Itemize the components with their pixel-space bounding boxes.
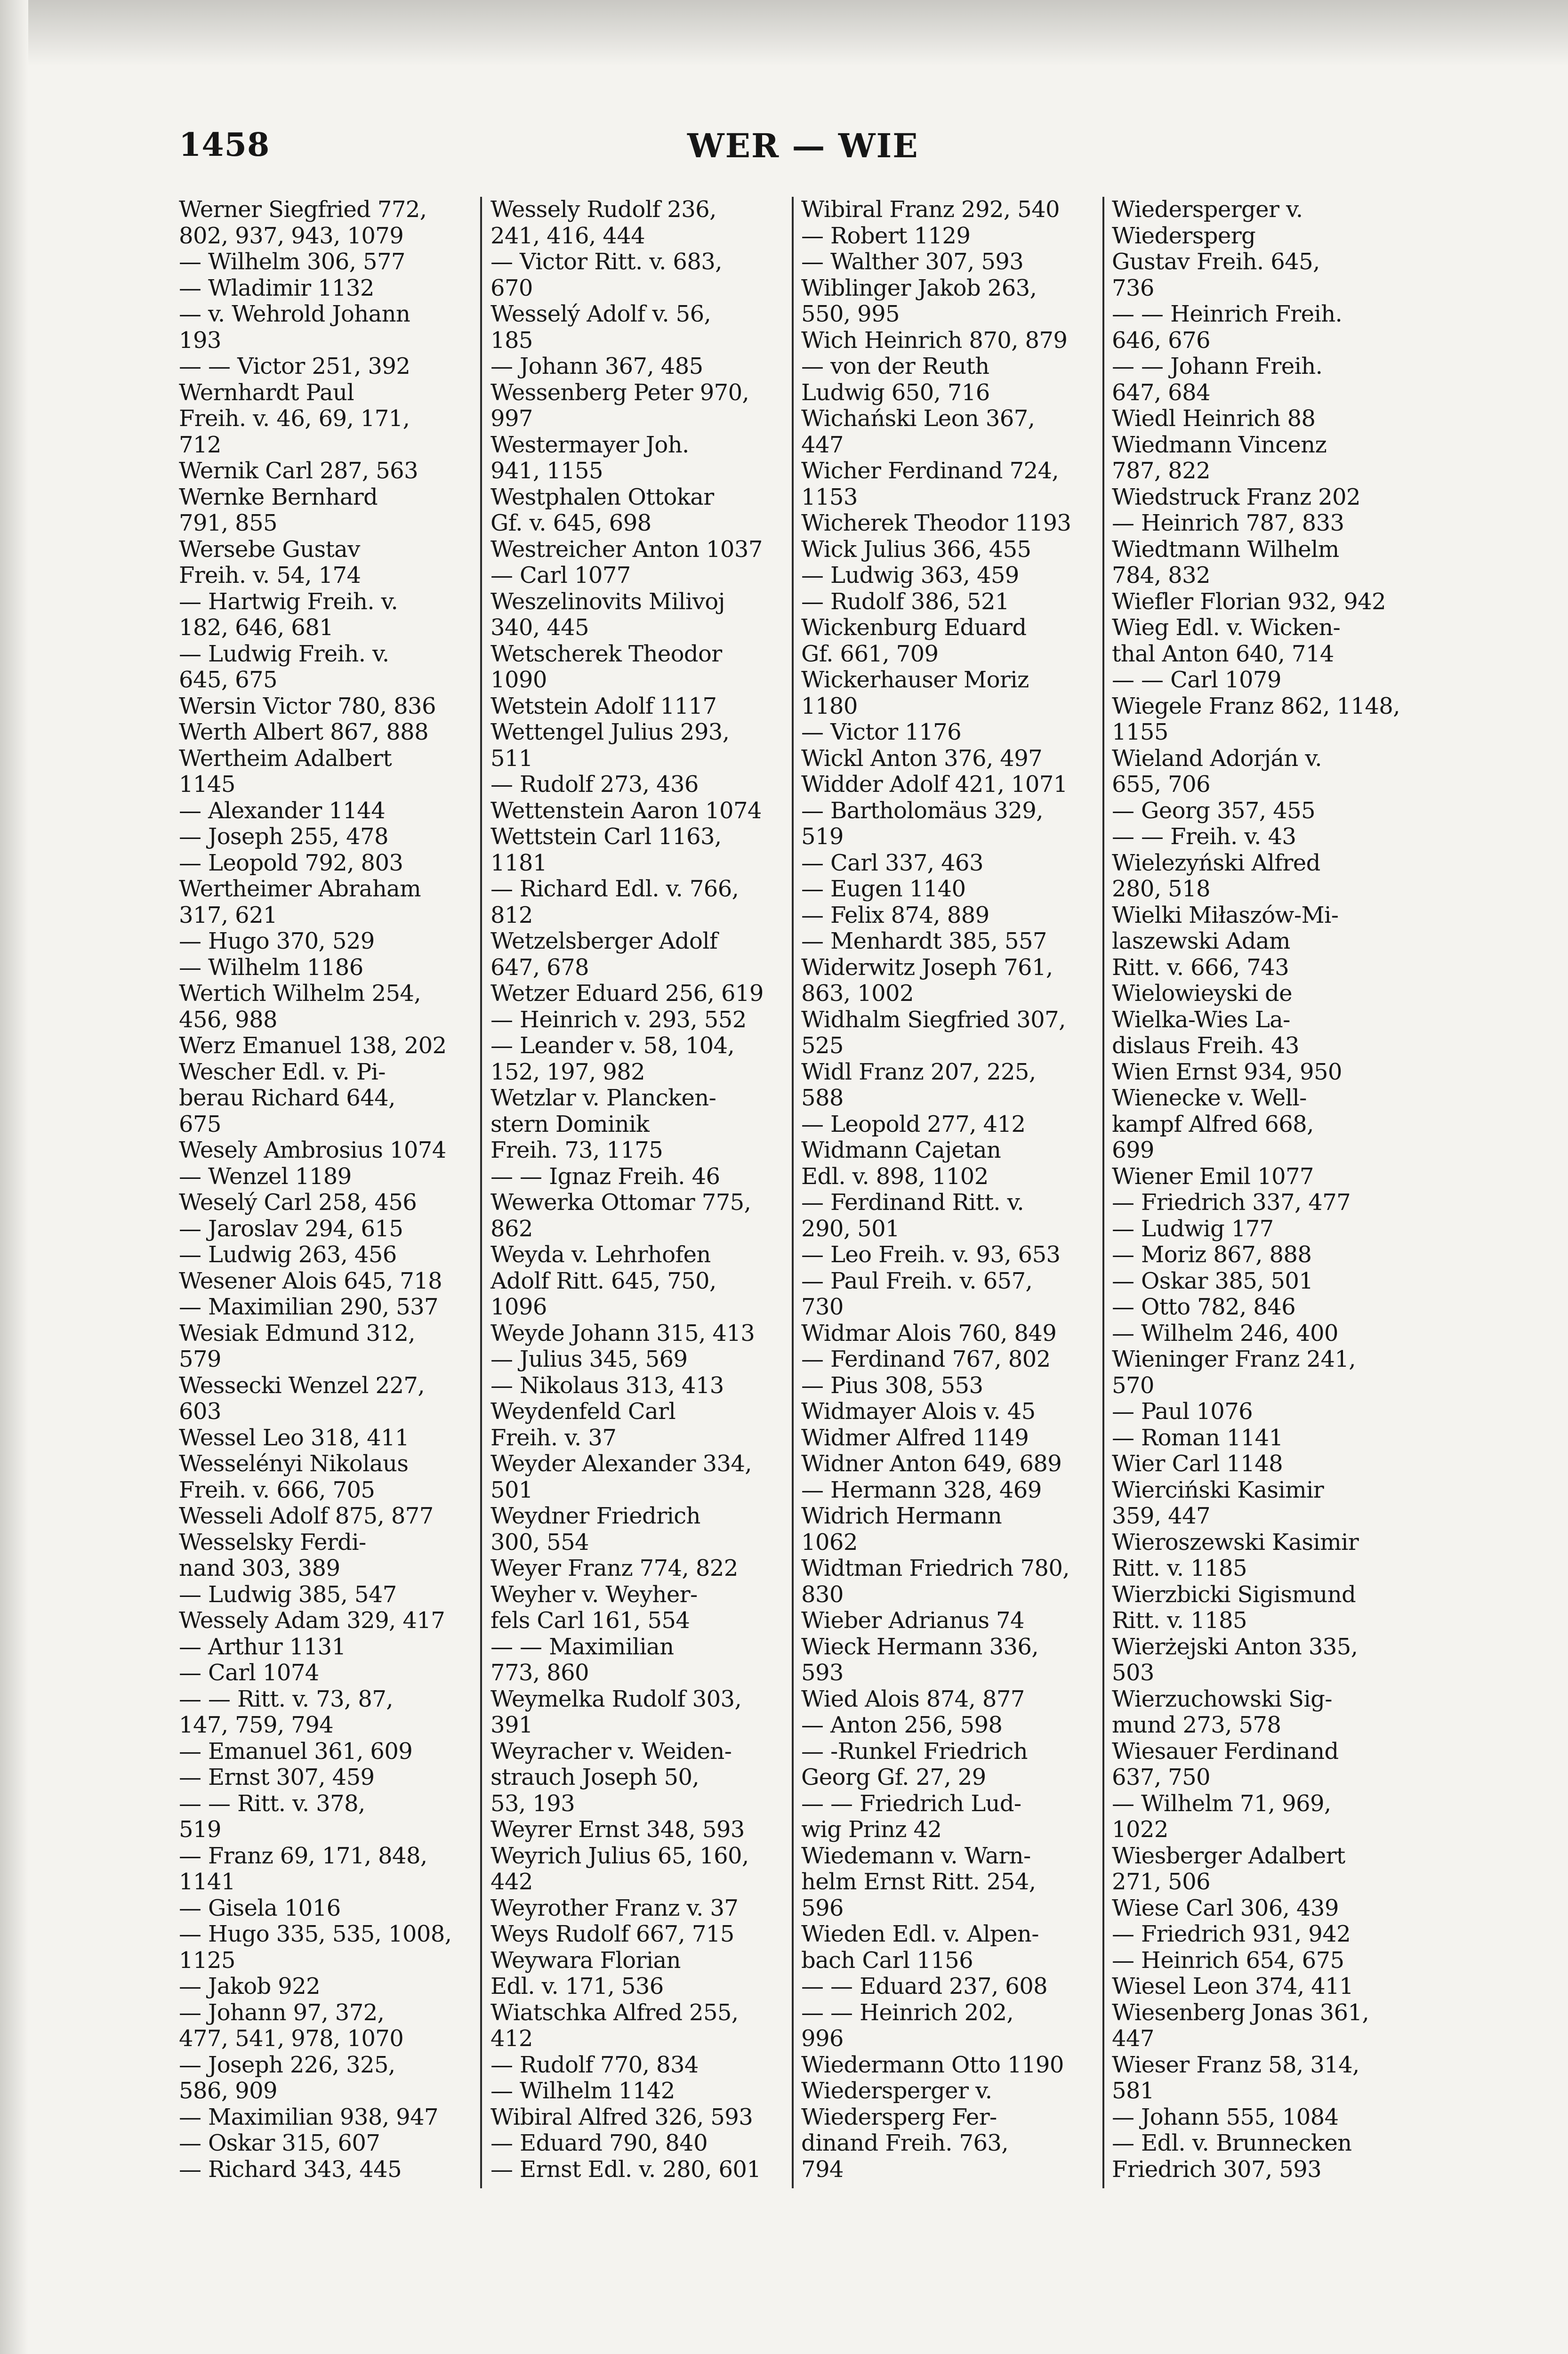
- index-entry: — Ludwig Freih. v. 645, 675: [179, 640, 389, 693]
- index-entry: — Joseph 226, 325, 586, 909: [179, 2051, 395, 2104]
- index-entry: Wiatschka Alfred 255, 412: [491, 1999, 739, 2052]
- index-entry: Wertheim Adalbert 1145: [179, 745, 392, 798]
- index-entry: Weyrother Franz v. 37: [491, 1894, 739, 1921]
- index-entry: — Moriz 867, 888: [1112, 1241, 1312, 1268]
- index-entry: — — Heinrich Freih. 646, 676: [1112, 301, 1343, 354]
- index-entry: — Friedrich 931, 942: [1112, 1921, 1351, 1947]
- index-entry: — Rudolf 770, 834: [491, 2051, 699, 2078]
- index-entry: Wiegele Franz 862, 1148, 1155: [1112, 693, 1400, 745]
- index-entry: — Hugo 335, 535, 1008, 1125: [179, 1921, 452, 1974]
- index-entry: — Heinrich v. 293, 552: [491, 1006, 747, 1033]
- index-entry: Wieg Edl. v. Wicken- thal Anton 640, 714: [1112, 614, 1341, 667]
- index-entry: Widrich Hermann 1062: [801, 1503, 1002, 1556]
- index-entry: Wewerka Ottomar 775, 862: [491, 1189, 751, 1242]
- index-entry: Westphalen Ottokar Gf. v. 645, 698: [491, 484, 714, 536]
- index-entry: — Leo Freih. v. 93, 653: [801, 1241, 1061, 1268]
- column-divider-3: [1102, 197, 1104, 2188]
- index-entry: — Hugo 370, 529: [179, 928, 375, 954]
- index-entry: — Wilhelm 246, 400: [1112, 1320, 1338, 1346]
- index-entry: Wickenburg Eduard Gf. 661, 709: [801, 614, 1027, 667]
- index-entry: Wiedermann Otto 1190: [801, 2051, 1064, 2078]
- index-entry: Widhalm Siegfried 307, 525: [801, 1006, 1066, 1059]
- index-entry: Werth Albert 867, 888: [179, 719, 429, 745]
- index-entry: — — Friedrich Lud- wig Prinz 42: [801, 1790, 1021, 1843]
- index-entry: Wick Julius 366, 455: [801, 536, 1031, 563]
- index-entry: Widmayer Alois v. 45: [801, 1398, 1036, 1425]
- page-number: 1458: [179, 126, 270, 164]
- index-entry: — — Eduard 237, 608: [801, 1973, 1048, 1999]
- index-entry: — — Ignaz Freih. 46: [491, 1163, 720, 1190]
- index-entry: Wienecke v. Well- kampf Alfred 668, 699: [1112, 1085, 1314, 1163]
- index-entry: — — Ritt. v. 378, 519: [179, 1790, 365, 1843]
- index-entry: Wiedstruck Franz 202: [1112, 484, 1360, 510]
- index-entry: — Leopold 277, 412: [801, 1111, 1026, 1137]
- index-entry: Wickerhauser Moriz 1180: [801, 667, 1029, 719]
- index-entry: Wicherek Theodor 1193: [801, 510, 1071, 536]
- index-entry: — Carl 1074: [179, 1660, 319, 1686]
- index-entry: Wessely Rudolf 236, 241, 416, 444: [491, 196, 716, 249]
- index-entry: Widtman Friedrich 780, 830: [801, 1555, 1069, 1608]
- index-entry: Wiedemann v. Warn- helm Ernst Ritt. 254, 596: [801, 1842, 1036, 1921]
- index-entry: — Ernst 307, 459: [179, 1764, 375, 1790]
- index-entry: — Franz 69, 171, 848, 1141: [179, 1842, 427, 1895]
- column-divider-1: [480, 197, 482, 2188]
- index-entry: Wieser Franz 58, 314, 581: [1112, 2051, 1359, 2104]
- index-entry: Weyracher v. Weiden- strauch Joseph 50, 53, 193: [491, 1738, 732, 1817]
- index-entry: — Hartwig Freih. v. 182, 646, 681: [179, 588, 398, 641]
- index-entry: — Wilhelm 1186: [179, 954, 363, 981]
- index-entry: Werz Emanuel 138, 202: [179, 1032, 447, 1059]
- index-entry: Widl Franz 207, 225, 588: [801, 1058, 1036, 1111]
- index-entry: — Wladimir 1132: [179, 274, 374, 301]
- index-entry: — — Carl 1079: [1112, 667, 1281, 693]
- index-entry: Wierciński Kasimir 359, 447: [1112, 1476, 1324, 1529]
- index-entry: Wicher Ferdinand 724, 1153: [801, 458, 1059, 510]
- index-entry: — — Ritt. v. 73, 87, 147, 759, 794: [179, 1685, 393, 1738]
- index-entry: Wesiak Edmund 312, 579: [179, 1320, 415, 1372]
- index-entry: Wiener Emil 1077: [1112, 1163, 1314, 1190]
- index-entry: Weselý Carl 258, 456: [179, 1189, 417, 1216]
- index-entry: — Carl 1077: [491, 562, 631, 588]
- index-entry: Wien Ernst 934, 950: [1112, 1058, 1342, 1085]
- index-entry: Wettenstein Aaron 1074: [491, 797, 762, 824]
- index-entry: Wettstein Carl 1163, 1181: [491, 823, 722, 876]
- index-entry: Wiedersperger v. Wiedersperg Gustav Freih. 645, 736: [1112, 196, 1320, 301]
- index-entry: — Menhardt 385, 557: [801, 928, 1047, 954]
- index-entry: — Leopold 792, 803: [179, 849, 403, 876]
- index-entry: — Eduard 790, 840: [491, 2130, 708, 2156]
- index-entry: — Eugen 1140: [801, 876, 966, 902]
- index-entry: Widder Adolf 421, 1071: [801, 771, 1068, 798]
- index-entry: Westermayer Joh. 941, 1155: [491, 431, 689, 484]
- index-entry: Wiesel Leon 374, 411: [1112, 1973, 1354, 1999]
- index-entry: Wessely Adam 329, 417: [179, 1607, 445, 1634]
- index-entry: — Oskar 315, 607: [179, 2130, 380, 2156]
- index-entry: — — Heinrich 202, 996: [801, 1999, 1014, 2052]
- index-entry: Wiefler Florian 932, 942: [1112, 588, 1386, 615]
- index-entry: Wieninger Franz 241, 570: [1112, 1346, 1356, 1399]
- index-entry: Wieden Edl. v. Alpen- bach Carl 1156: [801, 1921, 1039, 1974]
- index-entry: Wersebe Gustav Freih. v. 54, 174: [179, 536, 361, 588]
- index-entry: Wiblinger Jakob 263, 550, 995: [801, 274, 1037, 327]
- index-entry: Werner Siegfried 772, 802, 937, 943, 1079: [179, 196, 427, 249]
- index-entry: — Pius 308, 553: [801, 1372, 983, 1399]
- index-entry: — Julius 345, 569: [491, 1346, 688, 1372]
- index-entry: Weyder Alexander 334, 501: [491, 1451, 752, 1503]
- index-entry: Wiedersperger v. Wiedersperg Fer- dinand Freih. 763, 794: [801, 2078, 1009, 2183]
- index-entry: Wessecki Wenzel 227, 603: [179, 1372, 425, 1425]
- index-entry: Wesener Alois 645, 718: [179, 1267, 442, 1294]
- index-entry: Wielki Miłaszów-Mi- laszewski Adam Ritt. v. 666, 743: [1112, 902, 1339, 981]
- index-entry: Wieland Adorján v. 655, 706: [1112, 745, 1322, 798]
- index-entry: — Leander v. 58, 104, 152, 197, 982: [491, 1032, 735, 1085]
- index-entry: — — Freih. v. 43: [1112, 823, 1296, 850]
- index-entry: Wiesberger Adalbert 271, 506: [1112, 1842, 1345, 1895]
- index-entry: — Anton 256, 598: [801, 1712, 1003, 1738]
- index-entry: Wiedl Heinrich 88: [1112, 405, 1316, 432]
- index-entry: — Wilhelm 1142: [491, 2078, 675, 2104]
- index-entry: Widner Anton 649, 689: [801, 1451, 1062, 1477]
- index-entry: Weyrich Julius 65, 160, 442: [491, 1842, 749, 1895]
- index-entry: — Edl. v. Brunnecken Friedrich 307, 593: [1112, 2130, 1352, 2183]
- index-entry: Wesely Ambrosius 1074: [179, 1137, 446, 1163]
- column-divider-2: [792, 197, 794, 2188]
- index-entry: Widmann Cajetan Edl. v. 898, 1102: [801, 1137, 1001, 1190]
- index-entry: — Richard 343, 445: [179, 2156, 402, 2183]
- index-column-1: [179, 197, 480, 2344]
- index-entry: — Johann 97, 372, 477, 541, 978, 1070: [179, 1999, 404, 2052]
- index-entry: — Arthur 1131: [179, 1633, 346, 1660]
- index-entry: — Robert 1129: [801, 222, 971, 249]
- index-column-3: [801, 197, 1102, 2344]
- index-entry: Wettengel Julius 293, 511: [491, 719, 730, 772]
- index-entry: Widerwitz Joseph 761, 863, 1002: [801, 954, 1053, 1007]
- index-entry: — v. Wehrold Johann 193: [179, 301, 410, 354]
- index-entry: — Alexander 1144: [179, 797, 386, 824]
- index-entry: — Jakob 922: [179, 1973, 321, 1999]
- index-entry: Wierzuchowski Sig- mund 273, 578: [1112, 1685, 1332, 1738]
- index-entry: Weydenfeld Carl Freih. v. 37: [491, 1398, 676, 1451]
- page-title: WER — WIE: [687, 126, 919, 165]
- index-entry: — — Victor 251, 392: [179, 353, 410, 379]
- index-entry: Wetstein Adolf 1117: [491, 693, 717, 719]
- index-entry: Wernik Carl 287, 563: [179, 458, 418, 484]
- index-entry: Wich Heinrich 870, 879: [801, 327, 1068, 354]
- index-entry: — Heinrich 654, 675: [1112, 1947, 1344, 1974]
- index-entry: — von der Reuth Ludwig 650, 716: [801, 353, 990, 406]
- index-entry: Wier Carl 1148: [1112, 1451, 1283, 1477]
- index-entry: Weyrer Ernst 348, 593: [491, 1816, 745, 1843]
- scan-left-shadow: [0, 0, 28, 2354]
- index-entry: — Victor 1176: [801, 719, 962, 745]
- index-entry: — Richard Edl. v. 766, 812: [491, 876, 739, 928]
- index-entry: Wibiral Franz 292, 540: [801, 196, 1060, 223]
- index-entry: — Ludwig 363, 459: [801, 562, 1019, 588]
- index-entry: — Hermann 328, 469: [801, 1476, 1042, 1503]
- index-entry: — Johann 555, 1084: [1112, 2104, 1339, 2130]
- index-entry: Wetzelsberger Adolf 647, 678: [491, 928, 718, 981]
- scan-edge-shadow: [0, 0, 1568, 66]
- index-entry: Wieber Adrianus 74: [801, 1607, 1024, 1634]
- index-entry: Wieroszewski Kasimir Ritt. v. 1185: [1112, 1529, 1359, 1581]
- index-entry: Wiesauer Ferdinand 637, 750: [1112, 1738, 1339, 1790]
- index-entry: Wesselényi Nikolaus Freih. v. 666, 705: [179, 1451, 409, 1503]
- index-entry: — Paul Freih. v. 657, 730: [801, 1267, 1033, 1320]
- index-entry: Weymelka Rudolf 303, 391: [491, 1685, 742, 1738]
- index-entry: — Wenzel 1189: [179, 1163, 352, 1190]
- index-entry: Wessenberg Peter 970, 997: [491, 379, 749, 432]
- index-entry: Wetzlar v. Plancken- stern Dominik Freih. 73, 1175: [491, 1085, 716, 1163]
- index-entry: — Rudolf 386, 521: [801, 588, 1009, 615]
- index-entry: — Bartholomäus 329, 519: [801, 797, 1043, 850]
- index-entry: Weyda v. Lehrhofen Adolf Ritt. 645, 750, 1096: [491, 1241, 716, 1320]
- index-entry: — Paul 1076: [1112, 1398, 1253, 1425]
- index-entry: Wetzer Eduard 256, 619: [491, 980, 764, 1007]
- index-entry: — Nikolaus 313, 413: [491, 1372, 724, 1399]
- index-entry: Westreicher Anton 1037: [491, 536, 763, 563]
- index-entry: — Georg 357, 455: [1112, 797, 1315, 824]
- index-entry: — Carl 337, 463: [801, 849, 983, 876]
- index-entry: — -Runkel Friedrich Georg Gf. 27, 29: [801, 1738, 1028, 1790]
- index-entry: Wied Alois 874, 877: [801, 1685, 1025, 1712]
- index-entry: Weyher v. Weyher- fels Carl 161, 554: [491, 1581, 698, 1634]
- index-entry: Wersin Victor 780, 836: [179, 693, 436, 719]
- index-entry: — Ludwig 385, 547: [179, 1581, 397, 1608]
- index-entry: Widmer Alfred 1149: [801, 1424, 1029, 1451]
- index-entry: — Ernst Edl. v. 280, 601: [491, 2156, 761, 2183]
- index-entry: — Ferdinand 767, 802: [801, 1346, 1051, 1372]
- index-entry: — Wilhelm 71, 969, 1022: [1112, 1790, 1331, 1843]
- index-entry: — Otto 782, 846: [1112, 1294, 1296, 1320]
- index-entry: Wessel Leo 318, 411: [179, 1424, 409, 1451]
- index-entry: Wernke Bernhard 791, 855: [179, 484, 378, 536]
- index-entry: Wertheimer Abraham 317, 621: [179, 876, 421, 928]
- index-column-4: [1112, 197, 1413, 2344]
- index-entry: — Ludwig 263, 456: [179, 1241, 397, 1268]
- index-column-2: [491, 197, 792, 2344]
- index-entry: Weszelinovits Milivoj 340, 445: [491, 588, 725, 641]
- index-entry: Wierżejski Anton 335, 503: [1112, 1633, 1358, 1686]
- index-entry: — Joseph 255, 478: [179, 823, 388, 850]
- index-entry: — Ferdinand Ritt. v. 290, 501: [801, 1189, 1024, 1242]
- index-entry: Wescher Edl. v. Pi- berau Richard 644, 675: [179, 1058, 395, 1137]
- index-entry: — Walther 307, 593: [801, 249, 1024, 275]
- index-entry: Weyde Johann 315, 413: [491, 1320, 755, 1346]
- index-entry: — Maximilian 938, 947: [179, 2104, 438, 2130]
- index-entry: Wertich Wilhelm 254, 456, 988: [179, 980, 421, 1033]
- index-entry: Wibiral Alfred 326, 593: [491, 2104, 753, 2130]
- index-entry: — Rudolf 273, 436: [491, 771, 699, 798]
- index-entry: — Emanuel 361, 609: [179, 1738, 413, 1765]
- index-entry: — Gisela 1016: [179, 1894, 341, 1921]
- index-entry: Wesselý Adolf v. 56, 185: [491, 301, 711, 354]
- index-entry: Wiedmann Vincenz 787, 822: [1112, 431, 1327, 484]
- index-entry: Wichański Leon 367, 447: [801, 405, 1035, 458]
- index-entry: Wieck Hermann 336, 593: [801, 1633, 1038, 1686]
- index-entry: Wesseli Adolf 875, 877: [179, 1503, 434, 1529]
- index-entry: — Felix 874, 889: [801, 902, 989, 928]
- index-entry: Weys Rudolf 667, 715: [491, 1921, 734, 1947]
- index-entry: — Johann 367, 485: [491, 353, 703, 379]
- index-entry: Wielowieyski de Wielka-Wies La- dislaus Freih. 43: [1112, 980, 1299, 1059]
- index-entry: — Ludwig 177: [1112, 1215, 1274, 1242]
- index-entry: Wiese Carl 306, 439: [1112, 1894, 1339, 1921]
- index-entry: Wiedtmann Wilhelm 784, 832: [1112, 536, 1339, 588]
- index-entry: Weywara Florian Edl. v. 171, 536: [491, 1947, 681, 1999]
- index-entry: — Heinrich 787, 833: [1112, 510, 1344, 536]
- index-entry: — Jaroslav 294, 615: [179, 1215, 403, 1242]
- index-entry: Wernhardt Paul Freih. v. 46, 69, 171, 712: [179, 379, 410, 458]
- index-entry: Wierzbicki Sigismund Ritt. v. 1185: [1112, 1581, 1356, 1634]
- index-entry: — Maximilian 290, 537: [179, 1294, 438, 1320]
- index-entry: — Roman 1141: [1112, 1424, 1283, 1451]
- index-entry: Wesselsky Ferdi- nand 303, 389: [179, 1529, 366, 1581]
- index-entry: Wickl Anton 376, 497: [801, 745, 1043, 772]
- index-entry: Weydner Friedrich 300, 554: [491, 1503, 700, 1556]
- index-entry: — Friedrich 337, 477: [1112, 1189, 1351, 1216]
- index-entry: Widmar Alois 760, 849: [801, 1320, 1057, 1346]
- index-entry: Weyer Franz 774, 822: [491, 1555, 738, 1581]
- index-entry: Wetscherek Theodor 1090: [491, 640, 722, 693]
- index-entry: — — Maximilian 773, 860: [491, 1633, 674, 1686]
- index-entry: — — Johann Freih. 647, 684: [1112, 353, 1323, 406]
- index-entry: — Oskar 385, 501: [1112, 1267, 1313, 1294]
- index-entry: Wielezyński Alfred 280, 518: [1112, 849, 1320, 902]
- index-entry: Wiesenberg Jonas 361, 447: [1112, 1999, 1369, 2052]
- index-entry: — Wilhelm 306, 577: [179, 249, 405, 275]
- index-entry: — Victor Ritt. v. 683, 670: [491, 249, 722, 301]
